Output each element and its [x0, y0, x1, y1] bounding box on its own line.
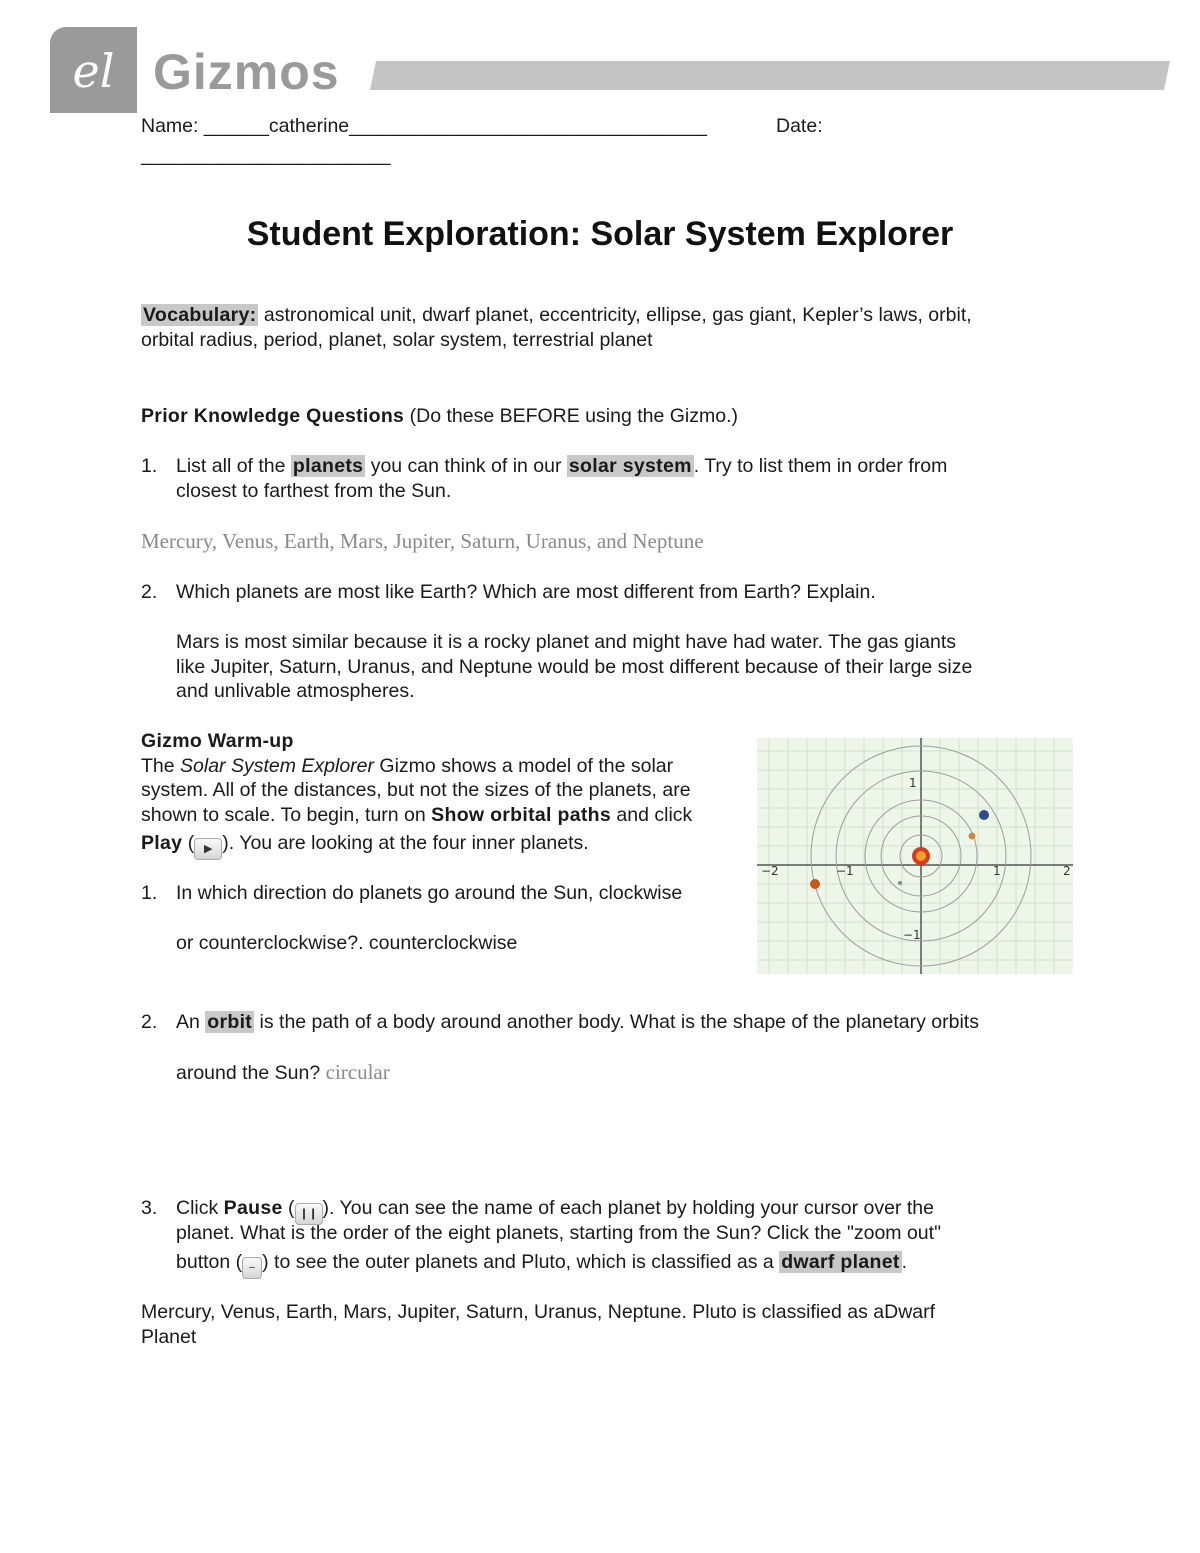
- prior-q1-line-2: closest to farthest from the Sun.: [176, 480, 452, 502]
- prior-q2-text: Which planets are most like Earth? Which are most different from Earth? Explain.: [176, 581, 876, 603]
- warmup-q3-answer-1: Mercury, Venus, Earth, Mars, Jupiter, Saturn, Uranus, Neptune. Pluto is classified as aDwarf: [141, 1301, 936, 1323]
- prior-q2-answer-2: like Jupiter, Saturn, Uranus, and Neptune would be most different because of their large size: [176, 656, 973, 678]
- term-planets: planets: [292, 455, 364, 477]
- vocabulary-line-1: Vocabulary: astronomical unit, dwarf planet, eccentricity, ellipse, gas giant, Kepler’s laws, orbit,: [143, 304, 972, 326]
- warmup-q1-line-1: In which direction do planets go around the Sun, clockwise: [176, 882, 683, 904]
- warmup-q3-line-1: Click Pause ( ❙❙ ). You can see the name of each planet by holding your cursor over the: [176, 1196, 934, 1225]
- zoom-out-icon: −: [242, 1257, 262, 1279]
- prior-q2-answer-1: Mars is most similar because it is a rocky planet and might have had water. The gas giants: [176, 631, 957, 653]
- page-title: Student Exploration: Solar System Explorer: [246, 215, 954, 253]
- warmup-q3-number: 3.: [141, 1197, 158, 1219]
- axis-label-y-neg1: −1: [903, 928, 921, 942]
- prior-knowledge-heading: Prior Knowledge Questions (Do these BEFORE using the Gizmo.): [141, 405, 738, 427]
- term-solar-system: solar system: [568, 455, 692, 477]
- date-line: _______________________: [141, 144, 391, 166]
- prior-q1-number: 1.: [141, 455, 158, 477]
- axis-label-x-1: 1: [993, 864, 1001, 878]
- prior-q2-number: 2.: [141, 581, 158, 603]
- axis-label-x-neg2: −2: [761, 864, 779, 878]
- warmup-q2-answer: circular: [325, 1060, 390, 1084]
- warmup-line-3: shown to scale. To begin, turn on Show orbital paths and click: [141, 804, 693, 826]
- term-orbit: orbit: [207, 1011, 253, 1033]
- axis-label-y-1: 1: [909, 776, 917, 790]
- gizmo-orbit-screenshot: [757, 738, 1073, 974]
- date-label: Date:: [776, 115, 823, 137]
- warmup-line-4: Play ( ▶ ). You are looking at the four inner planets.: [141, 831, 589, 860]
- warmup-q3-answer-2: Planet: [141, 1326, 197, 1348]
- term-dwarf-planet: dwarf planet: [781, 1251, 900, 1273]
- warmup-line-1: The Solar System Explorer Gizmo shows a model of the solar: [141, 755, 674, 777]
- warmup-q1-number: 1.: [141, 882, 158, 904]
- vocabulary-line-2: orbital radius, period, planet, solar system, terrestrial planet: [141, 329, 653, 351]
- warmup-line-2: system. All of the distances, but not the sizes of the planets, are: [141, 779, 691, 801]
- prior-q1-line-1: List all of the planets you can think of in our solar system . Try to list them in order from: [176, 455, 948, 477]
- warmup-q2-number: 2.: [141, 1011, 158, 1033]
- warmup-q1-line-2: or counterclockwise?. counterclockwise: [176, 932, 518, 954]
- brand-name: Gizmos: [153, 44, 340, 100]
- warmup-q3-line-2: planet. What is the order of the eight planets, starting from the Sun? Click the "zoom out": [176, 1222, 941, 1244]
- prior-q2-answer-3: and unlivable atmospheres.: [176, 680, 415, 702]
- warmup-q2-line-2: around the Sun? circular: [176, 1060, 390, 1084]
- warmup-heading: Gizmo Warm-up: [141, 730, 294, 752]
- pause-icon: ❙❙: [295, 1203, 323, 1225]
- vocabulary-label: Vocabulary:: [143, 304, 257, 326]
- play-icon: ▶: [194, 838, 222, 860]
- prior-q1-answer: Mercury, Venus, Earth, Mars, Jupiter, Saturn, Uranus, and Neptune: [141, 529, 704, 553]
- axis-label-x-2: 2: [1063, 864, 1071, 878]
- explorelearning-logo-icon: el: [72, 44, 115, 98]
- name-line: Name: ______catherine_________________________________: [141, 115, 708, 137]
- axis-label-x-neg1: −1: [836, 864, 854, 878]
- header-bar: [370, 61, 1170, 90]
- warmup-q2-line-1: An orbit is the path of a body around another body. What is the shape of the planetary orbits: [176, 1011, 979, 1033]
- warmup-q3-line-3: button ( − ) to see the outer planets and Pluto, which is classified as a dwarf planet .: [176, 1250, 907, 1279]
